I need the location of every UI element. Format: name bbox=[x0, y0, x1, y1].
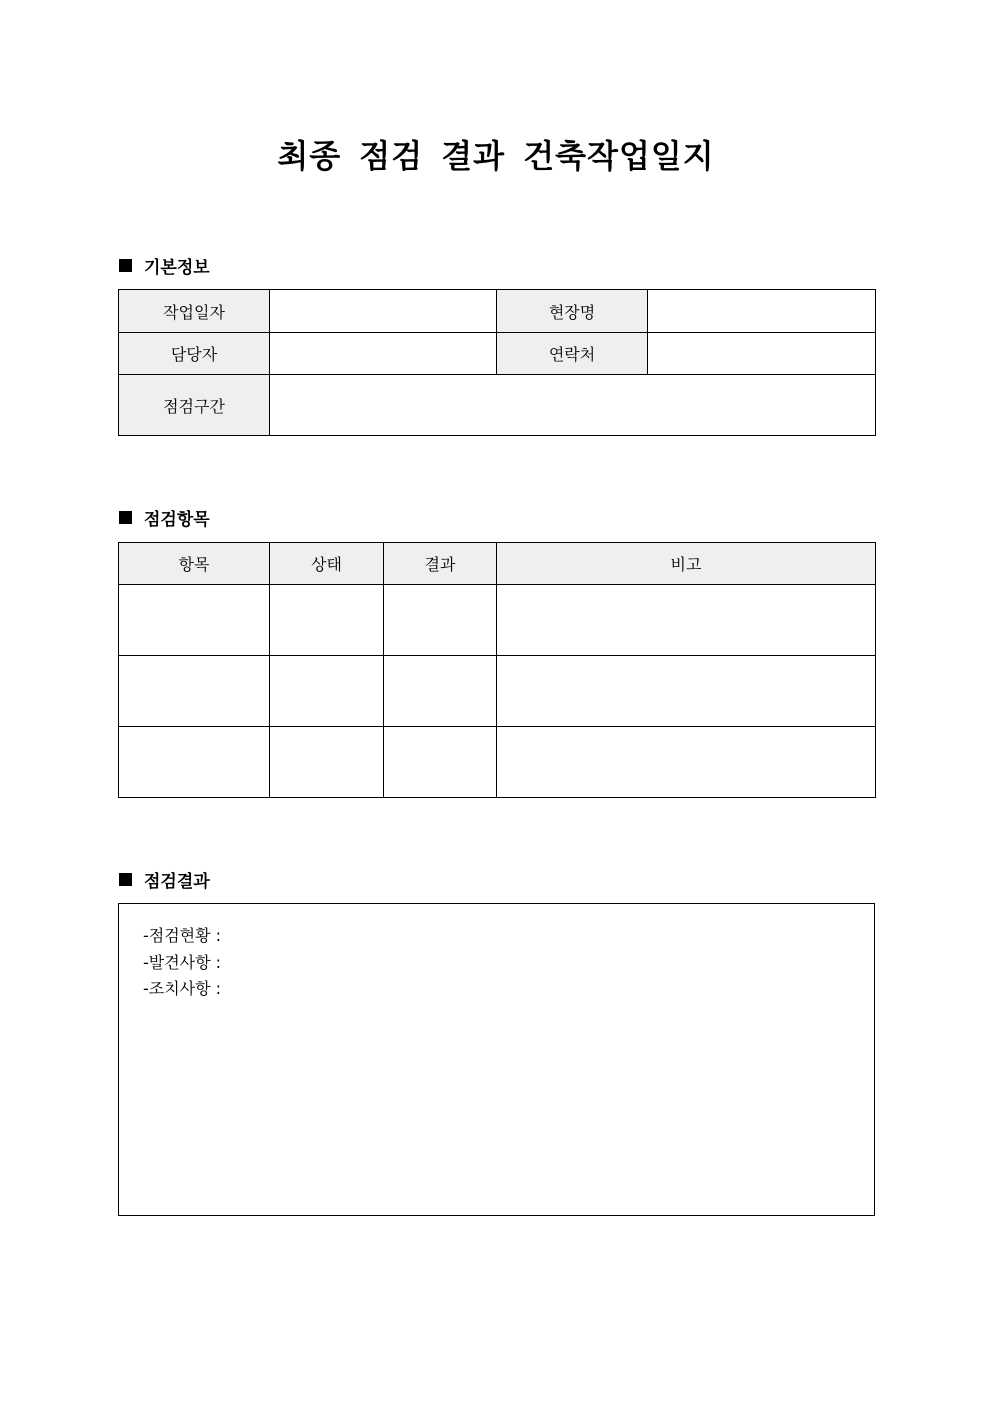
column-header-remarks: 비고 bbox=[497, 543, 876, 585]
remarks-cell[interactable] bbox=[497, 585, 876, 656]
remarks-cell[interactable] bbox=[497, 656, 876, 727]
actions-taken-line: -조치사항 : bbox=[143, 979, 222, 998]
page-title: 최종 점검 결과 건축작업일지 bbox=[277, 137, 715, 175]
section-heading-label: 기본정보 bbox=[144, 257, 210, 278]
result-cell[interactable] bbox=[384, 585, 497, 656]
inspection-result-lines bbox=[143, 923, 221, 1003]
square-bullet-icon bbox=[119, 511, 132, 524]
status-cell[interactable] bbox=[270, 656, 384, 727]
table-row bbox=[119, 656, 876, 727]
section-heading-basic-info bbox=[119, 253, 210, 277]
basic-info-table bbox=[118, 289, 876, 436]
square-bullet-icon bbox=[119, 873, 132, 886]
column-header-item: 항목 bbox=[119, 543, 270, 585]
inspection-section-label: 점검구간 bbox=[119, 375, 270, 436]
result-cell[interactable] bbox=[384, 727, 497, 798]
column-header-status: 상태 bbox=[270, 543, 384, 585]
manager-field[interactable] bbox=[270, 333, 497, 375]
table-row bbox=[119, 727, 876, 798]
section-heading-label: 점검결과 bbox=[144, 871, 210, 892]
item-cell[interactable] bbox=[119, 727, 270, 798]
table-row bbox=[119, 585, 876, 656]
square-bullet-icon bbox=[119, 259, 132, 272]
inspection-section-field[interactable] bbox=[270, 375, 876, 436]
section-heading-label: 점검항목 bbox=[144, 509, 210, 530]
table-row bbox=[119, 333, 876, 375]
inspection-status-line: -점검현황 : bbox=[143, 926, 222, 945]
site-name-field[interactable] bbox=[648, 290, 876, 333]
status-cell[interactable] bbox=[270, 727, 384, 798]
table-row bbox=[119, 290, 876, 333]
manager-label: 담당자 bbox=[119, 333, 270, 375]
table-row bbox=[119, 375, 876, 436]
item-cell[interactable] bbox=[119, 656, 270, 727]
column-header-result: 결과 bbox=[384, 543, 497, 585]
section-heading-inspection-result bbox=[119, 867, 210, 891]
contact-field[interactable] bbox=[648, 333, 876, 375]
work-date-label: 작업일자 bbox=[119, 290, 270, 333]
work-date-field[interactable] bbox=[270, 290, 497, 333]
inspection-items-table bbox=[118, 542, 876, 798]
contact-label: 연락처 bbox=[497, 333, 648, 375]
remarks-cell[interactable] bbox=[497, 727, 876, 798]
table-header-row bbox=[119, 543, 876, 585]
item-cell[interactable] bbox=[119, 585, 270, 656]
findings-line: -발견사항 : bbox=[143, 952, 222, 972]
site-name-label: 현장명 bbox=[497, 290, 648, 333]
inspection-result-box[interactable] bbox=[118, 903, 875, 1216]
status-cell[interactable] bbox=[270, 585, 384, 656]
section-heading-inspection-items bbox=[119, 505, 210, 529]
result-cell[interactable] bbox=[384, 656, 497, 727]
